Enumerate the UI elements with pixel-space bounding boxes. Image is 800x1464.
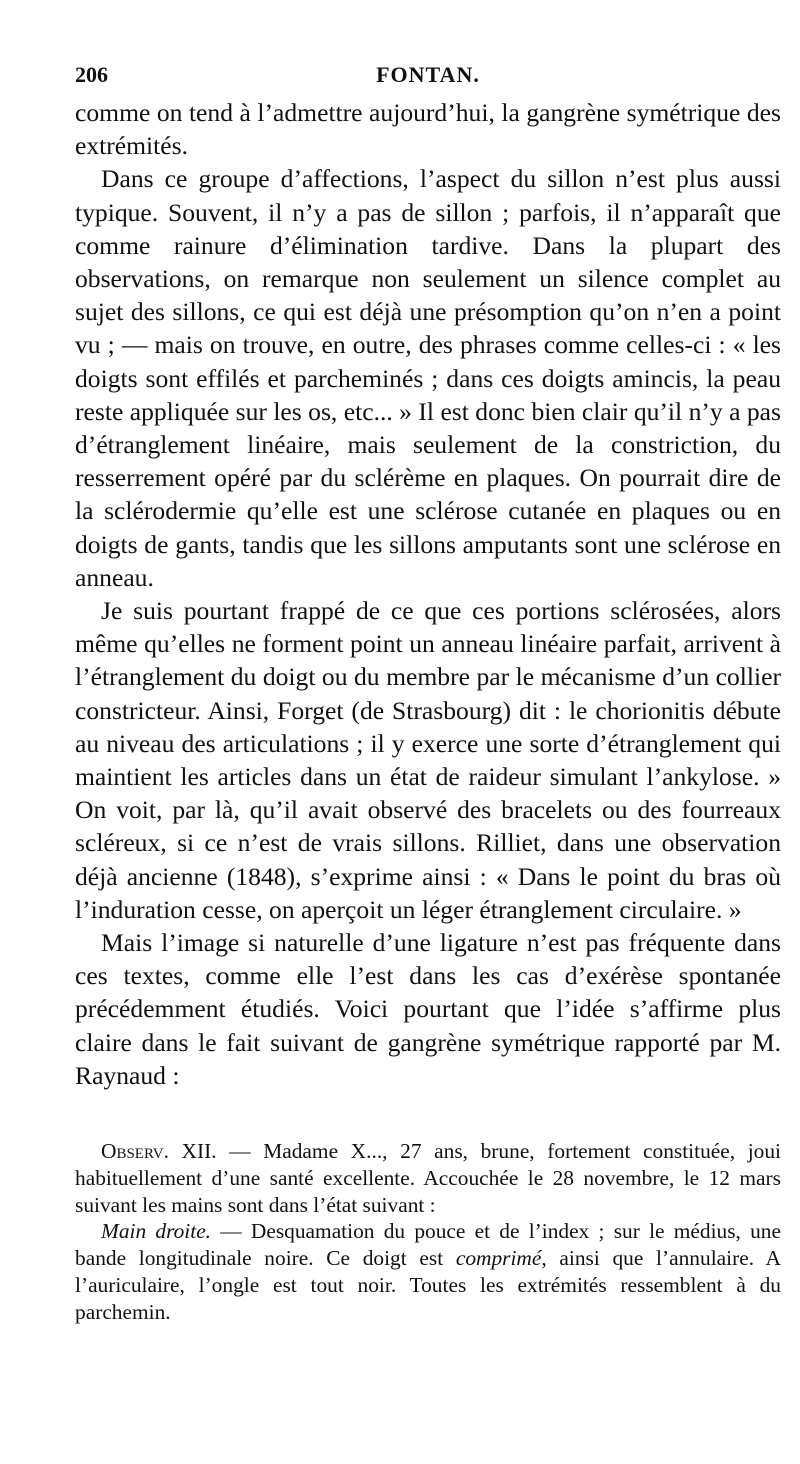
observation-hand [75, 1218, 781, 1325]
page-number: 206 [75, 62, 108, 87]
hand-label: Main droite. [101, 1219, 212, 1244]
paragraph-3: Je suis pourtant frappé de ce que ces portions sclérosées, alors même qu’elles ne forment point un anneau linéaire parfait, arrivent à l’étranglement du doigt ou du membre par le mécanisme d’un collier constricteur. Ainsi, Forget (de Strasbourg) dit : le chorionitis débute au niveau des articulations ; il y exerce une sorte d’étranglement qui maintient les articles dans un état de raideur simulant l’ankylose. » On voit, par là, qu’il avait observé des bracelets ou des fourreaux scléreux, si ce n’est de vrais sillons. Rilliet, dans une observation déjà ancienne (1848), s’exprime ainsi : « Dans le point du bras où l’induration cesse, on aperçoit un léger étranglement circulaire. » [75, 596, 781, 924]
observation-label: Observ. XII. [101, 1139, 217, 1164]
observation-intro-text: — Madame X..., 27 ans, brune, fortement constituée, joui habituellement d’une santé excellente. Accouchée le 28 novembre, le 12 mars suivant les mains sont dans l’état suivant : [75, 1139, 781, 1217]
paragraph-4: Mais l’image si naturelle d’une ligature n’est pas fréquente dans ces textes, comme elle l’est dans les cas d’exérèse spontanée précédemment étudiés. Voici pourtant que l’idée s’affirme plus claire dans le fait suivant de gangrène symétrique rapporté par M. Raynaud : [75, 928, 781, 1090]
hand-text-2: , ainsi que l’annulaire. A l’auriculaire, l’ongle est tout noir. Toutes les extrémités ressemblent à du parchemin. [75, 1246, 781, 1324]
observation-block [75, 1138, 781, 1326]
paragraph-1: comme on tend à l’admettre aujourd’hui, la gangrène symétrique des extrémités. [75, 98, 781, 161]
hand-emphasis: comprimé [455, 1246, 542, 1271]
running-head [75, 62, 781, 96]
observation-intro [75, 1138, 781, 1218]
hand-text-1: — Desquamation du pouce et de l’index ; sur le médius, une bande longitudinale noire. Ce doigt est [75, 1219, 781, 1271]
paragraph-2: Dans ce groupe d’affections, l’aspect du sillon n’est plus aussi typique. Souvent, il n’y a pas de sillon ; parfois, il n’apparaît que comme rainure d’élimination tardive. Dans la plupart des observations, on remarque non seulement un silence complet au sujet des sillons, ce qui est déjà une présomption qu’on n’en a point vu ; — mais on trouve, en outre, des phrases comme celles-ci : « les doigts sont effilés et parcheminés ; dans ces doigts amincis, la peau reste appliquée sur les os, etc... » Il est donc bien clair qu’il n’y a pas d’étranglement linéaire, mais seulement de la constriction, du resserrement opéré par du sclérème en plaques. On pourrait dire de la sclérodermie qu’elle est une sclérose cutanée en plaques ou en doigts de gants, tandis que les sillons amputants sont une sclérose en anneau. [75, 164, 781, 592]
running-title: FONTAN. [376, 62, 480, 87]
book-page [75, 62, 781, 1326]
body-text [75, 96, 781, 1092]
